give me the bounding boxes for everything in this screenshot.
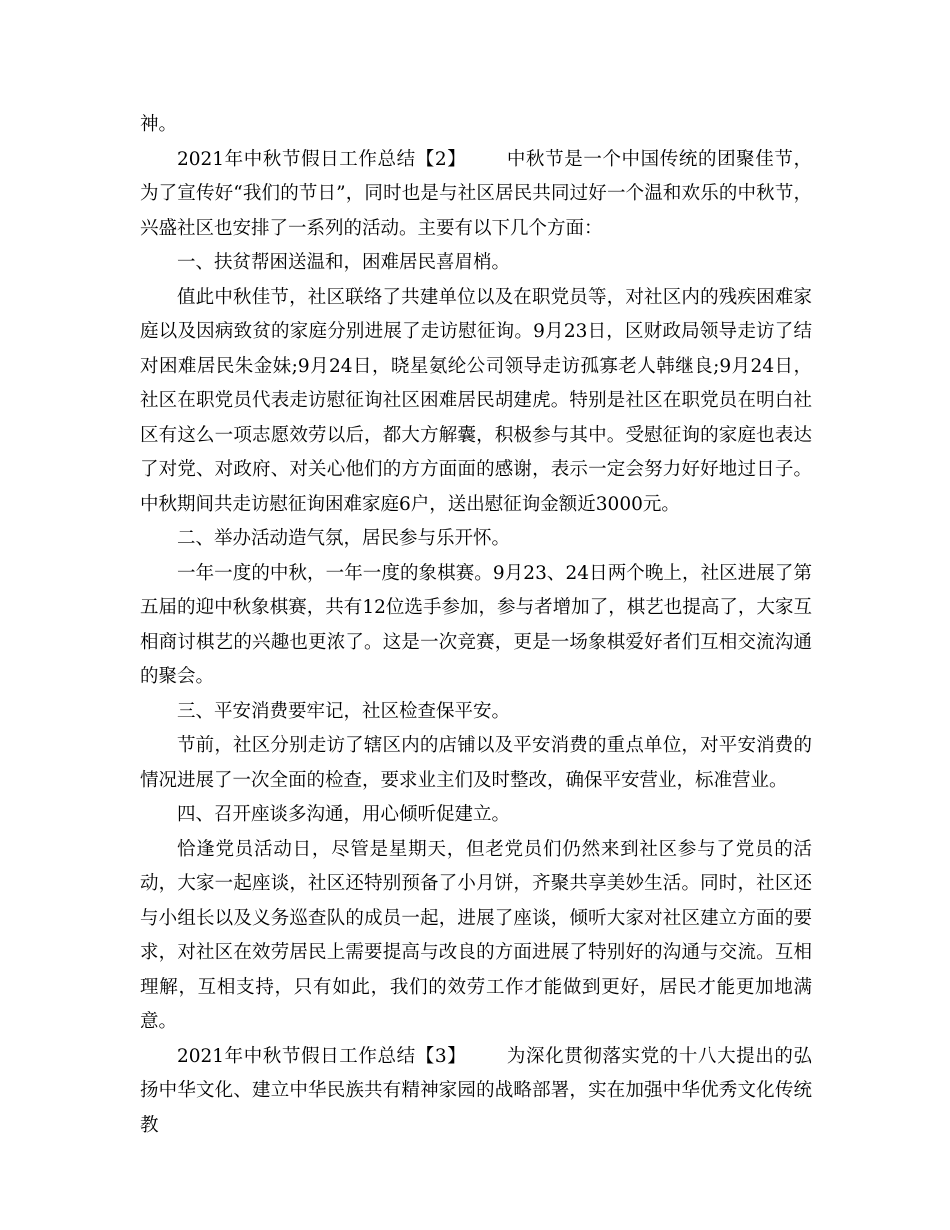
subheading-4 — [140, 798, 812, 833]
paragraph-continuation — [140, 108, 812, 143]
subheading-2 — [140, 522, 812, 557]
paragraph-section-2 — [140, 143, 812, 247]
paragraph-text: 节前，社区分别走访了辖区内的店铺以及平安消费的重点单位，对平安消费的情况进展了一次全面的检查，要求业主们及时整改，确保平安营业，标准营业。 — [140, 735, 812, 791]
subheading-1 — [140, 246, 812, 281]
paragraph-meeting — [140, 833, 812, 1040]
paragraph-text: 恰逢党员活动日，尽管是星期天，但老党员们仍然来到社区参与了党员的活动，大家一起座谈，社区还特别预备了小月饼，齐聚共享美妙生活。同时，社区还与小组长以及义务巡查队的成员一起，进展了座谈，倾听大家对社区建立方面的要求，对社区在效劳居民上需要提高与改良的方面进展了特别好的沟通与交流。互相理解，互相支持，只有如此，我们的效劳工作才能做到更好，居民才能更加地满意。 — [140, 838, 812, 1032]
paragraph-text: 神。 — [140, 114, 178, 135]
subheading-3 — [140, 695, 812, 730]
subheading-text: 二、举办活动造气氛，居民参与乐开怀。 — [177, 528, 511, 549]
paragraph-safety — [140, 729, 812, 798]
paragraph-text: 一年一度的中秋，一年一度的象棋赛。9月23、24日两个晚上，社区进展了第五届的迎中秋象棋赛，共有12位选手参加，参与者增加了，棋艺也提高了，大家互相商讨棋艺的兴趣也更浓了。这是一次竞赛，更是一场象棋爱好者们互相交流沟通的聚会。 — [140, 562, 812, 687]
section-heading-2: 2021年中秋节假日工作总结【2】 — [177, 148, 467, 170]
paragraph-text: 为深化贯彻落实党的十八大提出的弘扬中华文化、建立中华民族共有精神家园的战略部署，实在加强中华优秀文化传统教 — [140, 1045, 812, 1136]
section-heading-3: 2021年中秋节假日工作总结【3】 — [177, 1045, 467, 1067]
paragraph-text: 中秋节是一个中国传统的团聚佳节，为了宣传好“我们的节日”，同时也是与社区居民共同过好一个温和欢乐的中秋节，兴盛社区也安排了一系列的活动。主要有以下几个方面： — [140, 148, 812, 239]
paragraph-chess — [140, 557, 812, 695]
paragraph-section-3 — [140, 1040, 812, 1144]
document-page — [140, 108, 812, 1143]
subheading-text: 三、平安消费要牢记，社区检查保平安。 — [177, 700, 511, 722]
subheading-text: 一、扶贫帮困送温和，困难居民喜眉梢。 — [177, 252, 511, 273]
paragraph-text: 值此中秋佳节，社区联络了共建单位以及在职党员等，对社区内的残疾困难家庭以及因病致贫的家庭分别进展了走访慰征询。9月23日，区财政局领导走访了结对困难居民朱金妹;9月24日，晓星氨纶公司领导走访孤寡老人韩继良;9月24日，社区在职党员代表走访慰征询社区困难居民胡建虎。特别是社区在职党员在明白社区有这么一项志愿效劳以后，都大方解囊，积极参与其中。受慰征询的家庭也表达了对党、对政府、对关心他们的方方面面的感谢，表示一定会努力好好地过日子。中秋期间共走访慰征询困难家庭6户，送出慰征询金额近3000元。 — [140, 286, 812, 515]
paragraph-visits — [140, 281, 812, 523]
subheading-text: 四、召开座谈多沟通，用心倾听促建立。 — [177, 804, 511, 825]
